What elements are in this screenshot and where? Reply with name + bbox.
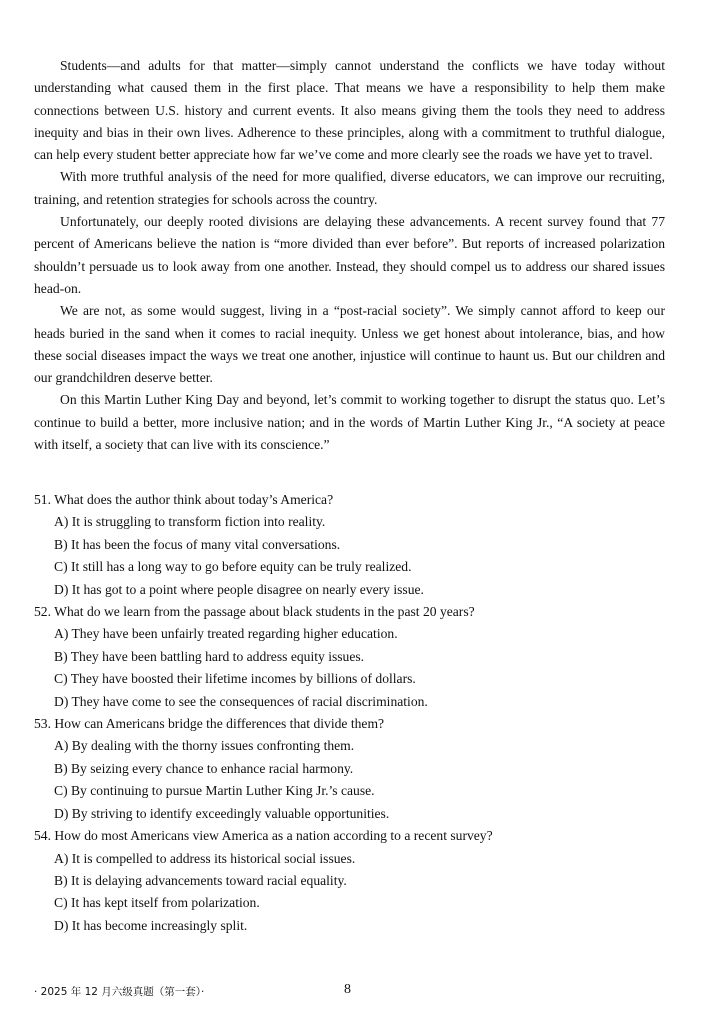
answer-option-a: A) By dealing with the thorny issues confronting them. [54, 738, 355, 754]
passage-paragraph: Students—and adults for that matter—simply cannot understand the conflicts we have today without understanding what caused them in the first place. That means we have a responsibility to help them make connections between U.S. history and current events. It also means giving them the tools they need to address inequity and bias in their own lives. Adherence to these principles, along with a commitment to truthful dialogue, can help every student better appreciate how far we’ve come and more clearly see the roads we have yet to travel. [34, 58, 665, 163]
question-53 [34, 713, 665, 825]
answer-option-c: C) By continuing to pursue Martin Luther King Jr.’s cause. [54, 783, 375, 799]
answer-option-c: C) It still has a long way to go before equity can be truly realized. [54, 559, 412, 575]
answer-option-d: D) It has become increasingly split. [54, 917, 248, 933]
reading-passage [34, 55, 665, 456]
question-stem: 54. How do most Americans view America as a nation according to a recent survey? [34, 828, 493, 844]
passage-paragraph: Unfortunately, our deeply rooted divisions are delaying these advancements. A recent survey found that 77 percent of Americans believe the nation is “more divided than ever before”. But reports of increased polarization shouldn’t persuade us to look away from one another. Instead, they should compel us to address our shared issues head-on. [34, 214, 665, 296]
answer-option-b: B) It has been the focus of many vital conversations. [54, 536, 341, 552]
page-footer [34, 982, 665, 1002]
question-52 [34, 601, 665, 713]
answer-option-a: A) It is compelled to address its historical social issues. [54, 850, 356, 866]
question-stem: 52. What do we learn from the passage about black students in the past 20 years? [34, 604, 475, 620]
answer-option-c: C) It has kept itself from polarization. [54, 895, 260, 911]
passage-paragraph: On this Martin Luther King Day and beyond, let’s commit to working together to disrupt the status quo. Let’s continue to build a better, more inclusive nation; and in the words of Martin Luther King Jr., “A society at peace with itself, a society that can live with its conscience.” [34, 392, 665, 453]
page-number: 8 [344, 982, 351, 997]
question-list [34, 489, 665, 937]
passage-paragraph: With more truthful analysis of the need for more qualified, diverse educators, we can improve our recruiting, training, and retention strategies for schools across the country. [34, 169, 665, 207]
exam-title-footer: · 2025 年 12 月六级真题（第一套）· [34, 986, 205, 998]
question-stem: 51. What does the author think about today’s America? [34, 492, 334, 507]
answer-option-c: C) They have boosted their lifetime incomes by billions of dollars. [54, 671, 416, 687]
answer-option-b: B) They have been battling hard to address equity issues. [54, 648, 365, 664]
question-54 [34, 825, 665, 937]
question-stem: 53. How can Americans bridge the differences that divide them? [34, 716, 385, 732]
answer-option-d: D) They have come to see the consequences of racial discrimination. [54, 693, 428, 709]
passage-paragraph: We are not, as some would suggest, living in a “post-racial society”. We simply cannot afford to keep our heads buried in the sand when it comes to racial inequity. Unless we get honest about intolerance, bias, and how these social diseases impact the ways we treat one another, injustice will continue to haunt us. But our children and our grandchildren deserve better. [34, 303, 665, 386]
answer-option-d: D) It has got to a point where people disagree on nearly every issue. [54, 581, 424, 597]
answer-option-d: D) By striving to identify exceedingly valuable opportunities. [54, 805, 390, 821]
answer-option-b: B) By seizing every chance to enhance racial harmony. [54, 760, 354, 776]
question-51 [34, 489, 665, 601]
answer-option-a: A) It is struggling to transform fiction into reality. [54, 514, 326, 530]
answer-option-a: A) They have been unfairly treated regarding higher education. [54, 626, 398, 642]
answer-option-b: B) It is delaying advancements toward racial equality. [54, 872, 347, 888]
